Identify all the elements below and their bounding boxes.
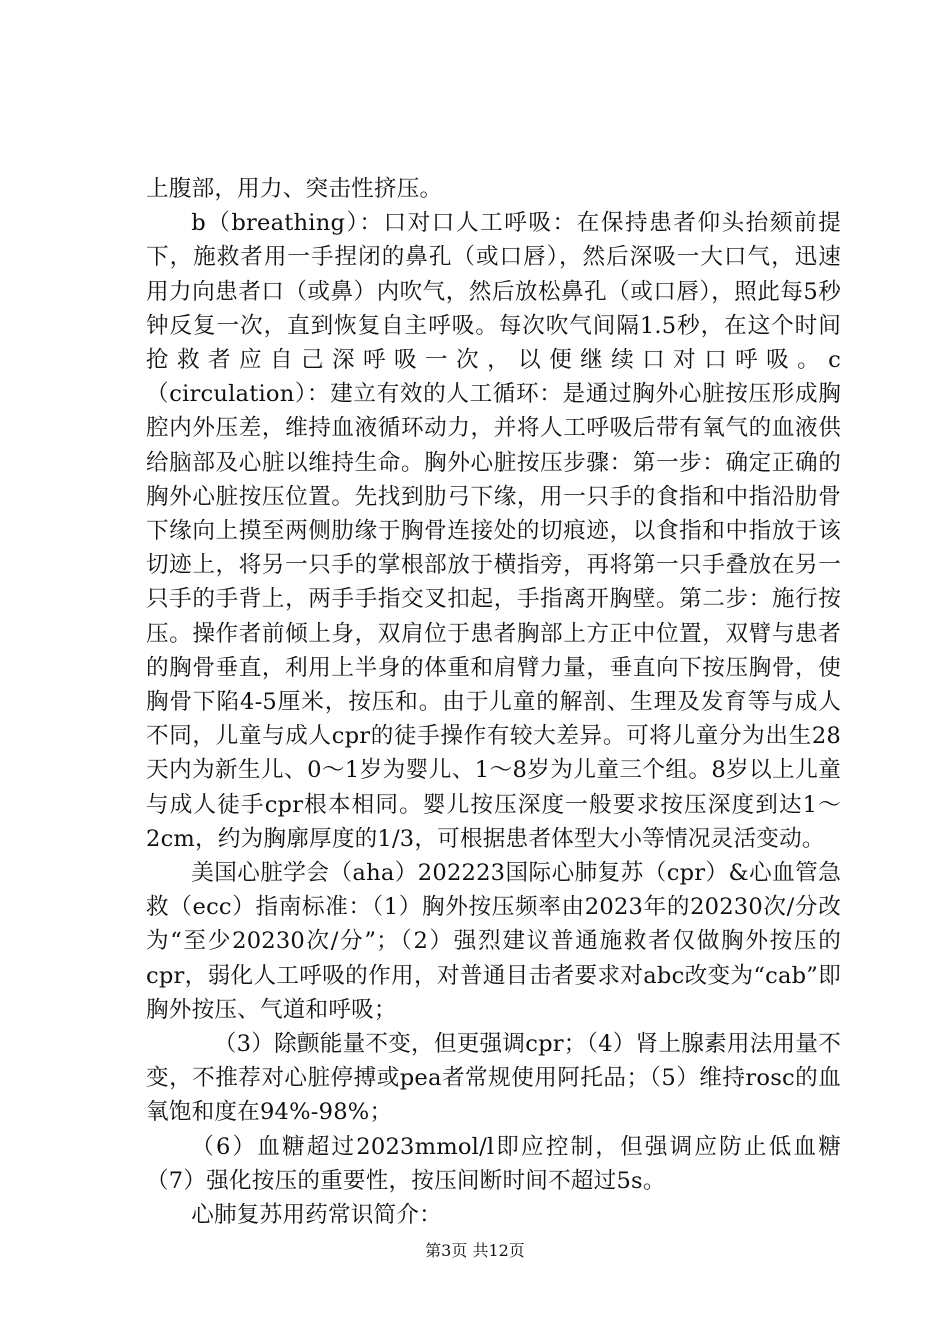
paragraph-2: b（breathing）：口对口人工呼吸：在保持患者仰头抬颏前提下，施救者用一手捏闭的鼻孔（或口唇），然后深吸一大口气，迅速用力向患者口（或鼻）内吹气，然后放松鼻孔（或口唇），照此每5秒钟反复一次，直到恢复自主呼吸。每次吹气间隔1.5秒，在这个时间抢救者应自己深呼吸一次，以便继续口对口呼吸。c（circulation）：建立有效的人工循环：是通过胸外心脏按压形成胸腔内外压差，维持血液循环动力，并将人工呼吸后带有氧气的血液供给脑部及心脏以维持生命。胸外心脏按压步骤：第一步：确定正确的胸外心脏按压位置。先找到肋弓下缘，用一只手的食指和中指沿肋骨下缘向上摸至两侧肋缘于胸骨连接处的切痕迹，以食指和中指放于该切迹上，将另一只手的掌根部放于横指旁，再将第一只手叠放在另一只手的手背上，两手手指交叉扣起，手指离开胸壁。第二步：施行按压。操作者前倾上身，双肩位于患者胸部上方正中位置，双臂与患者的胸骨垂直，利用上半身的体重和肩臂力量，垂直向下按压胸骨，使胸骨下陷4-5厘米，按压和。由于儿童的解剖、生理及发育等与成人不同，儿童与成人cpr的徒手操作有较大差异。可将儿童分为出生28天内为新生儿、0～1岁为婴儿、1～8岁为儿童三个组。8岁以上儿童与成人徒手cpr根本相同。婴儿按压深度一般要求按压深度到达1～2cm，约为胸廓厚度的1/3，可根据患者体型大小等情况灵活变动。 [146, 210, 841, 852]
paragraph-6: 心肺复苏用药常识简介： [191, 1202, 442, 1229]
paragraph-5: （6）血糖超过2023mmol/l即应控制，但强调应防止低血糖（7）强化按压的重要性，按压间断时间不超过5s。 [146, 1133, 841, 1194]
document-body [146, 172, 841, 1232]
paragraph-4: （3）除颤能量不变，但更强调cpr；（4）肾上腺素用法用量不变，不推荐对心脏停搏或pea者常规使用阿托品；（5）维持rosc的血氧饱和度在94%-98%； [146, 1031, 841, 1126]
page-footer: 第3页 共12页 [425, 1241, 525, 1260]
paragraph-3: 美国心脏学会（aha）202223国际心肺复苏（cpr）&心血管急救（ecc）指南标准：（1）胸外按压频率由2023年的20230次/分改为“至少20230次/分”；（2）强烈建议普通施救者仅做胸外按压的cpr，弱化人工呼吸的作用，对普通目击者要求对abc改变为“cab”即胸外按压、气道和呼吸； [146, 860, 841, 1023]
paragraph-1: 上腹部，用力、突击性挤压。 [146, 176, 443, 202]
